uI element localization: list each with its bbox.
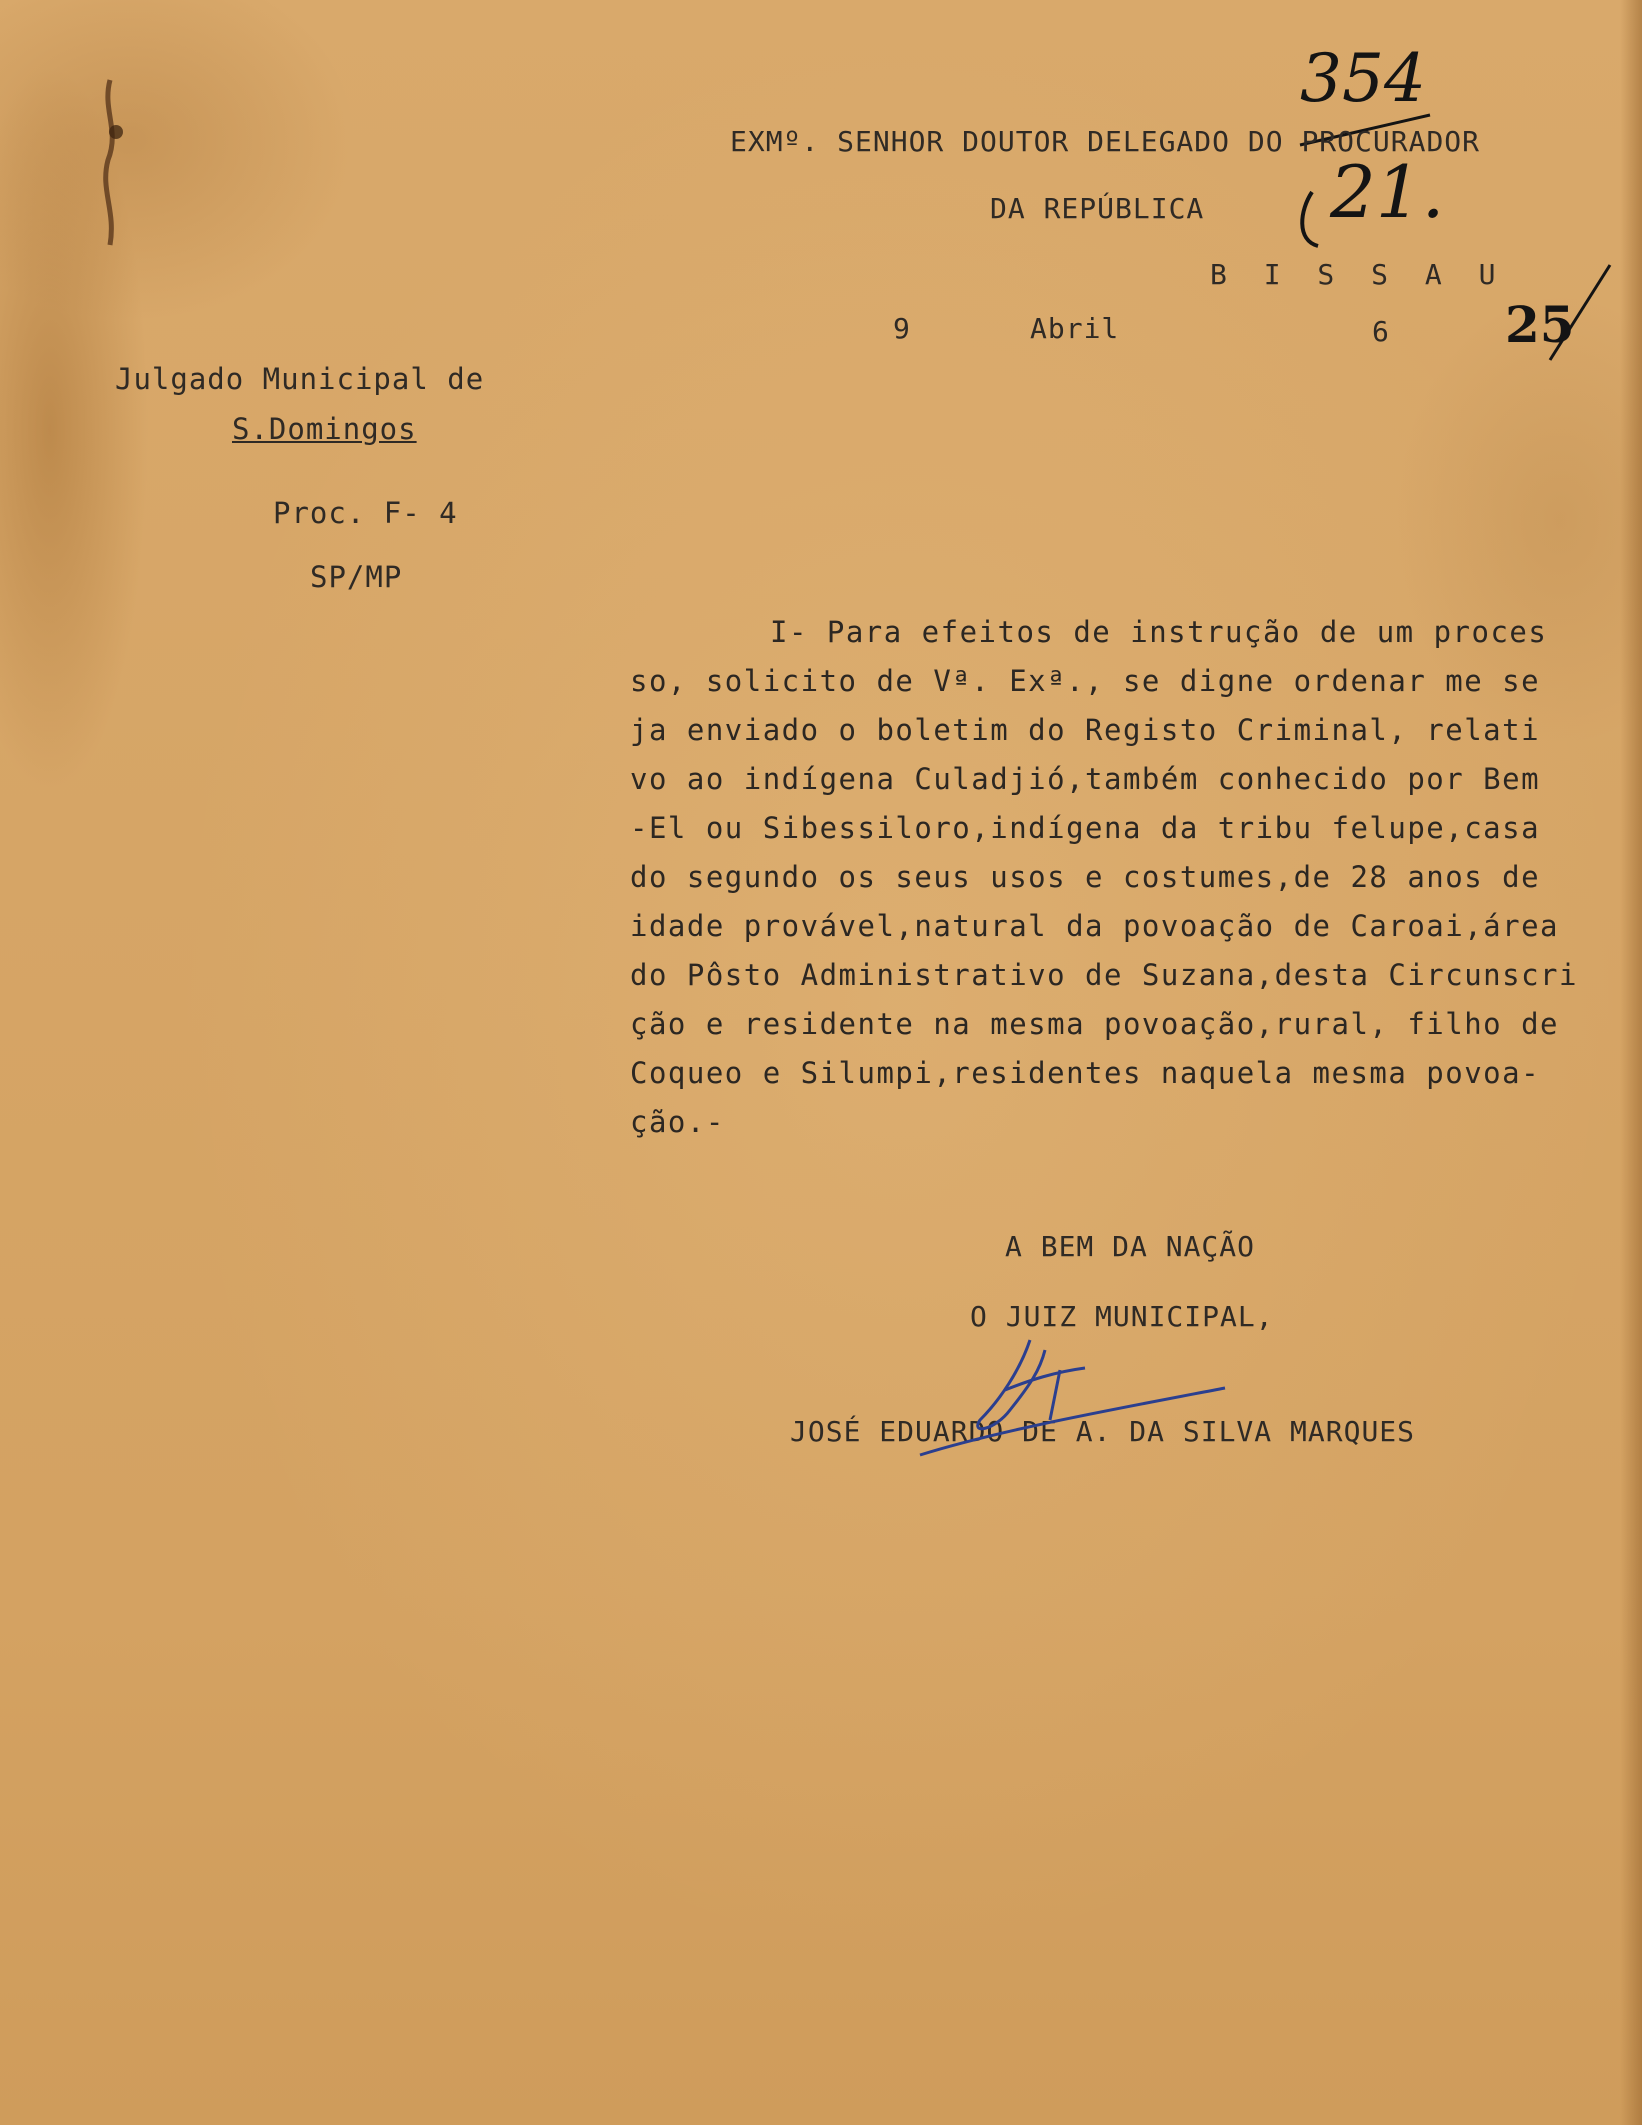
body-line: Coqueo e Silumpi,residentes naquela mesma povoa-: [630, 1056, 1541, 1090]
closing-salutation: A BEM DA NAÇÃO: [1005, 1230, 1256, 1263]
addressee-line-1: EXMº. SENHOR DOUTOR DELEGADO DO PROCURADOR: [730, 125, 1481, 158]
body-line: ja enviado o boletim do Registo Criminal, relati: [630, 713, 1541, 747]
body-line: vo ao indígena Culadjió,também conhecido por Bem: [630, 762, 1541, 796]
body-line: do Pôsto Administrativo de Suzana,desta Circunscri: [630, 958, 1578, 992]
date-month: Abril: [1030, 312, 1120, 345]
date-day: 9: [893, 312, 911, 345]
signature: [880, 1310, 1240, 1470]
date-year: 6: [1372, 315, 1390, 348]
sender-court: Julgado Municipal de: [115, 362, 485, 396]
handwritten-year-suffix: 25: [1505, 295, 1575, 354]
sender-location: S.Domingos: [232, 412, 417, 446]
handwritten-folio-number: 354: [1300, 40, 1426, 117]
handwritten-folio-secondary: 21.: [1330, 150, 1445, 234]
body-line: ção e residente na mesma povoação,rural, filho de: [630, 1007, 1560, 1041]
body-line: I- Para efeitos de instrução de um proces: [770, 615, 1548, 649]
body-line: idade provável,natural da povoação de Caroai,área: [630, 909, 1560, 943]
place-name: B I S S A U: [1210, 258, 1506, 291]
body-line: do segundo os seus usos e costumes,de 28 anos de: [630, 860, 1541, 894]
process-number: Proc. F- 4: [273, 496, 458, 530]
signatory-name: JOSÉ EDUARDO DE A. DA SILVA MARQUES: [790, 1415, 1416, 1448]
body-line: -El ou Sibessiloro,indígena da tribu felupe,casa: [630, 811, 1541, 845]
signatory-title: O JUIZ MUNICIPAL,: [970, 1300, 1274, 1333]
ink-stain: [80, 70, 140, 250]
reference-code: SP/MP: [310, 560, 403, 594]
body-line: so, solicito de Vª. Exª., se digne ordenar me se: [630, 664, 1541, 698]
page-edge-shadow: [1620, 0, 1642, 2125]
handwritten-slash: [1530, 260, 1620, 370]
addressee-line-2: DA REPÚBLICA: [990, 192, 1205, 225]
body-line: ção.-: [630, 1105, 725, 1139]
